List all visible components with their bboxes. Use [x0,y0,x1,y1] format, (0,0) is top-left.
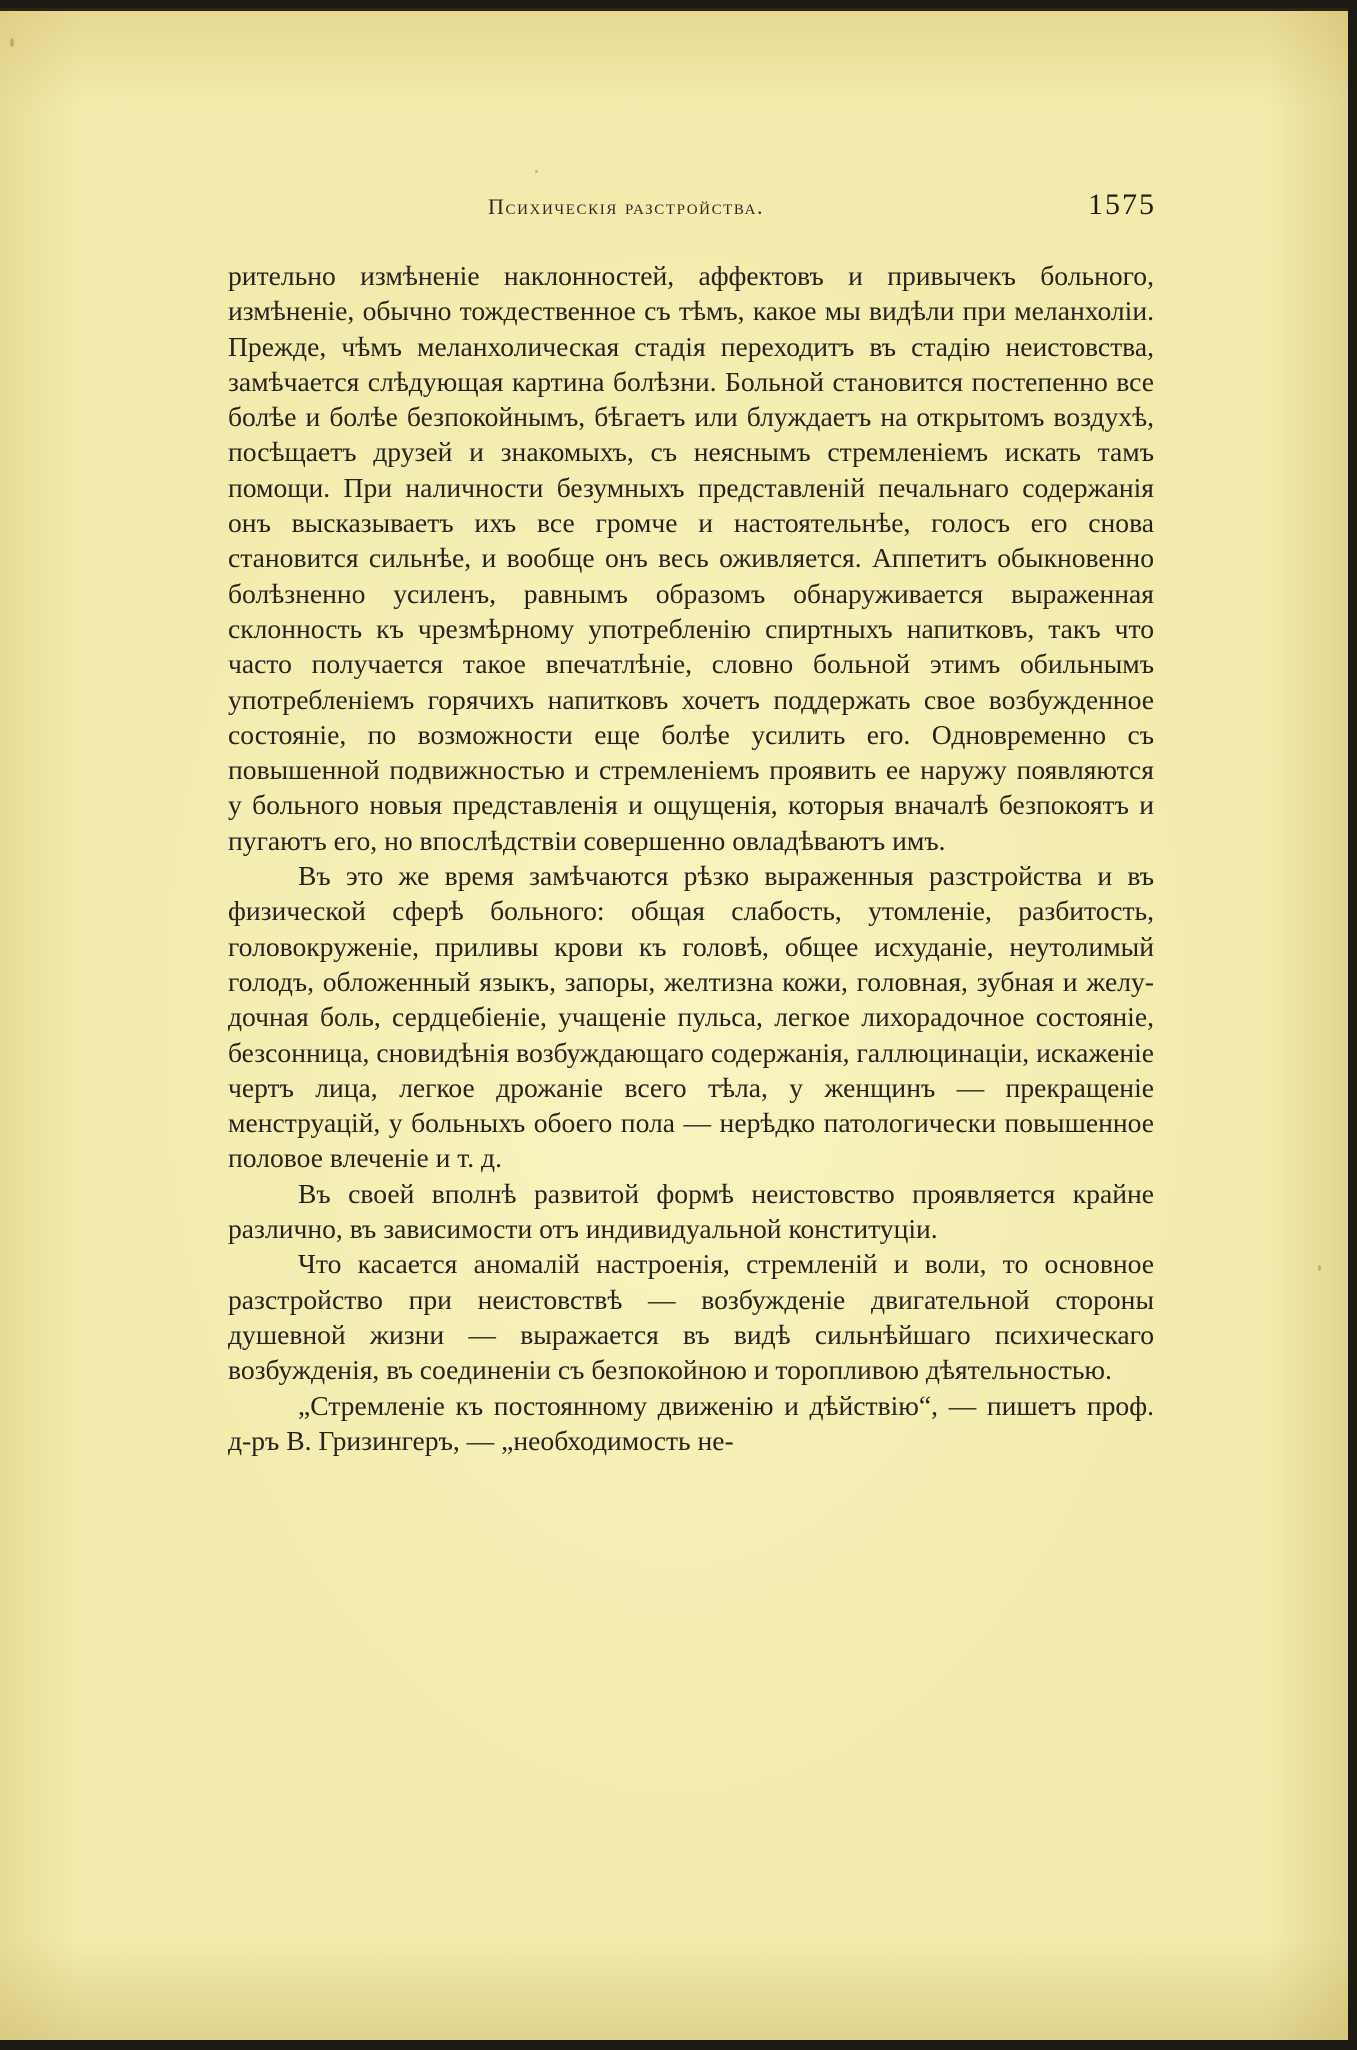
ink-speck [1318,1265,1321,1271]
body-text [228,258,1154,1458]
top-edge-rule [0,8,1348,11]
book-page [0,8,1348,2040]
ink-speck [10,38,14,47]
paragraph-quotation: „Стремленіе къ постоянному движенію и дѣйствію“, — пишетъ проф. д-ръ В. Гризингеръ, — „необходимость не- [228,1389,1154,1456]
page-header [228,188,1156,228]
paragraph-developed-form: Въ своей вполнѣ развитой формѣ неистовство проявляется крайне различно, въ зависимости отъ индивидуальной конституціи. [228,1177,1154,1245]
running-head: Психическія разстройства. [488,194,765,219]
page-number: 1575 [1088,188,1156,221]
paragraph-mood-anomalies: Что касается аномалій настроенія, стремленій и воли, то основное разстройство при неистовствѣ — возбужденіе двигательной стороны душевной жизни — выражается въ видѣ сильнѣйшаго психическаго возбужденія, въ соединеніи съ безпокойною и торопливою дѣятельностью. [228,1248,1154,1386]
paragraph-physical-symptoms: Въ это же время замѣчаются рѣзко выраженныя разстройства и въ физической сферѣ больного: общая слабость, утомленіе, разбитость, головокруженіе, приливы крови къ головѣ, общее исхуданіе, неутолимый голодъ, обложенный языкъ, запоры, желтизна кожи, головная, зубная и желудочная боль, сердцебіеніе, учащеніе пульса, легкое лихорадочное состояніе, безсонница, сновидѣнія возбуждающаго содержанія, галлюцинаціи, искаженіе чертъ лица, легкое дрожаніе всего тѣла, у женщинъ — прекращеніе менструацій, у больныхъ обоего пола — нерѣдко патологически повышенное половое влеченіе и т. д. [228,860,1154,1174]
paragraph-continuation: рительно измѣненіе наклонностей, аффектовъ и привычекъ больного, измѣненіе, обычно тождественное съ тѣмъ, какое мы видѣли при меланхоліи. Прежде, чѣмъ меланхолическая стадія переходитъ въ стадію неистовства, замѣчается слѣдующая картина болѣзни. Больной становится постепенно все болѣе и болѣе безпокойнымъ, бѣгаетъ или блуждаетъ на открытомъ воздухѣ, посѣщаетъ друзей и знакомыхъ, съ неяснымъ стремленіемъ искать тамъ помощи. При наличности безумныхъ представленій печальнаго содержанія онъ высказываетъ ихъ все громче и настоятельнѣе, голосъ его снова становится сильнѣе, и вообще онъ весь оживляется. Аппетитъ обыкновенно болѣзненно усиленъ, равнымъ образомъ обнаруживается выраженная склонность къ чрезмѣрному употребленію спиртныхъ напитковъ, такъ что часто получается такое впечатлѣніе, словно больной этимъ обильнымъ употребленіемъ горячихъ напитковъ хочетъ поддержать свое возбужденное состояніе, по возможности еще болѣе усилить его. Одновременно съ повышенной подвижностью и стремленіемъ проявить ее наружу появляются у больного новыя представленія и ощущенія, которыя вначалѣ безпокоятъ и пугаютъ его, но впослѣдствіи совершенно овладѣваютъ имъ. [228,260,1154,856]
ink-speck [535,170,538,173]
